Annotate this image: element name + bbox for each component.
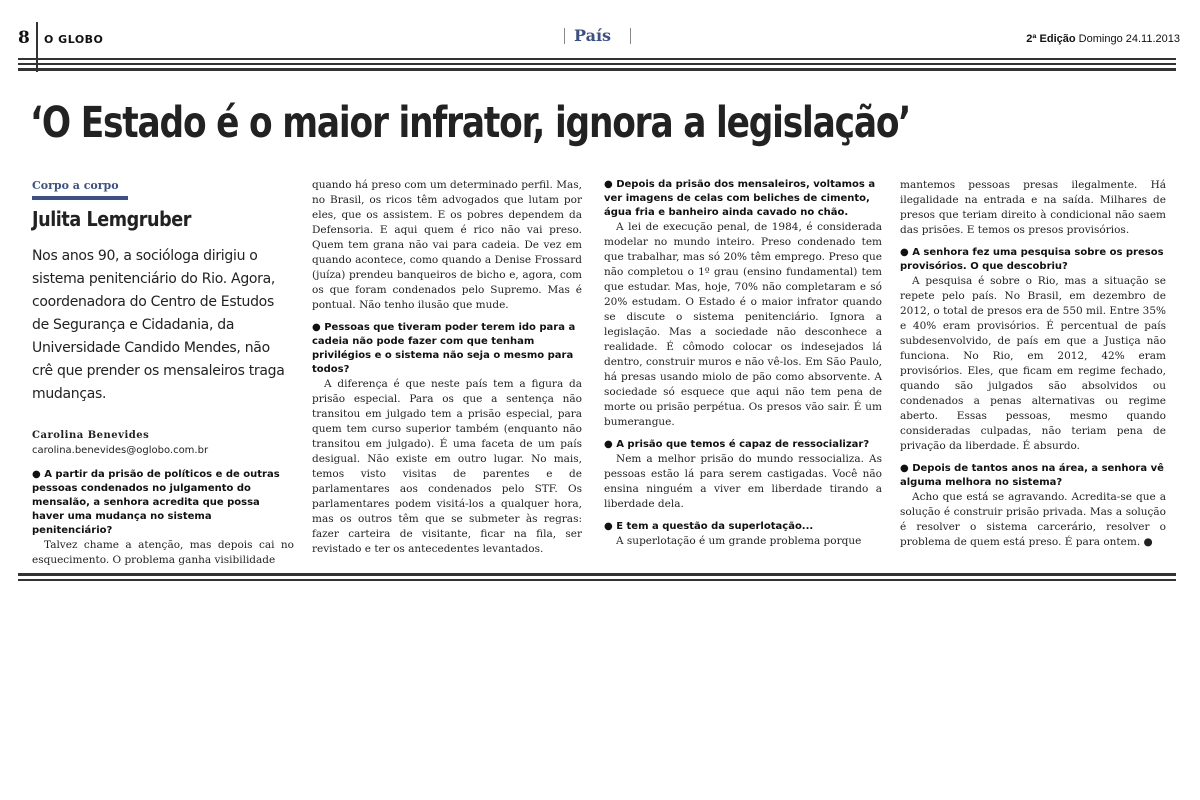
- header-rule-3: [18, 68, 1176, 71]
- question-6: ● A senhora fez uma pesquisa sobre os presos provisórios. O que descobriu?: [900, 247, 1164, 272]
- question-4: ● A prisão que temos é capaz de ressocializar?: [604, 439, 870, 450]
- answer-5: A superlotação é um grande problema porque: [616, 535, 862, 547]
- column-2: [312, 178, 582, 557]
- answer-4: Nem a melhor prisão do mundo ressocializa. As pessoas estão lá para serem castigadas. Você não ensina ninguém a viver em liberdade tirando a liberdade dela.: [604, 453, 882, 510]
- answer-6: A pesquisa é sobre o Rio, mas a situação se repete pelo país. No Brasil, em dezembro de 2012, o total de presos era de 550 mil. Entre 35% e 40% eram provisórios. É percentual de país subdesenvolvido, de país em que a Justiça não funciona. No Rio, em 2012, 42% eram provisórios. Eles, que ficam em regime fechado, quando são julgados são absolvidos ou condenados a penas alternativas ou regime aberto. Essas pessoas, mesmo quando consideradas culpadas, não teriam pena de privação da liberdade. É absurdo.: [900, 275, 1166, 452]
- answer-2: A diferença é que neste país tem a figura da prisão especial. Para os que a sentença não transitou em julgado tem a prisão especial, para quem tem curso superior também (enquanto não transitou em julgado). É uma faceta de um país desigual. Não existe em outro lugar. No mais, temos visto visitas de parentes e de parlamentares aos condenados pelo STF. Os parlamentares podem visitá-los a qualquer hora, mas os outros têm que se submeter às regras: fazer carteira de visitante, ficar na fila, ser revistado e ter os antecedentes levantados.: [312, 378, 582, 555]
- answer-1: Talvez chame a atenção, mas depois cai no esquecimento. O problema ganha visibilidade: [32, 539, 294, 566]
- page-number: 8: [18, 28, 30, 48]
- edition-info: [1026, 33, 1180, 45]
- column-4: [900, 178, 1166, 550]
- page-header: [14, 22, 1180, 52]
- answer-7: Acho que está se agravando. Acredita-se que a solução é construir prisão privada. Mas a solução é resolver o sistema carcerário, resolver o problema de quem está preso. É para ontem. ●: [900, 491, 1166, 548]
- question-3: ● Depois da prisão dos mensaleiros, voltamos a ver imagens de celas com beliches de cimento, água fria e banheiro ainda cavado no chão.: [604, 179, 876, 218]
- author-name: Carolina Benevides: [32, 430, 150, 441]
- header-rule-1: [18, 58, 1176, 60]
- section-tag: Corpo a corpo: [32, 179, 119, 192]
- newspaper-name: O GLOBO: [44, 33, 104, 46]
- intro-text: Nos anos 90, a socióloga dirigiu o sistema penitenciário do Rio. Agora, coordenadora do Centro de Estudos de Segurança e Cidadania, da Universidade Candido Mendes, não crê que prender os mensaleiros traga mudanças.: [32, 248, 285, 402]
- author-email: carolina.benevides@oglobo.com.br: [32, 445, 209, 456]
- question-5: ● E tem a questão da superlotação...: [604, 521, 814, 532]
- answer-1-continued: quando há preso com um determinado perfil. Mas, no Brasil, os ricos têm advogados que lutam por eles, que os assistem. E os pobres dependem da Defensoria. E aqui quem é rico não vai preso. Quem tem grana não vai para cadeia. De vez em quando acontece, como quando a Denise Frossard (juíza) prendeu banqueiros de bicho e, agora, com os que foram condenados pelo Supremo. Mas é pontual. Não tenho ilusão que mude.: [312, 179, 582, 311]
- interviewee-name: Julita Lemgruber: [32, 207, 192, 231]
- column-3: [604, 178, 882, 549]
- answer-5-continued: mantemos pessoas presas ilegalmente. Há ilegalidade na entrada e na saída. Milhares de presos que teriam direito à condicional não saem das prisões. E temos os presos provisórios.: [900, 179, 1166, 236]
- tag-underline: [32, 196, 128, 200]
- section-divider-right: [630, 28, 631, 44]
- header-rule-2: [18, 63, 1176, 65]
- question-7: ● Depois de tantos anos na área, a senhora vê alguma melhora no sistema?: [900, 463, 1164, 488]
- footer-rule-1: [18, 573, 1176, 576]
- headline: ‘O Estado é o maior infrator, ignora a legislação’: [30, 98, 911, 148]
- question-2: ● Pessoas que tiveram poder terem ido para a cadeia não pode fazer com que tenham privilégios e o sistema não seja o mesmo para todos?: [312, 322, 576, 375]
- question-1: ● A partir da prisão de políticos e de outras pessoas condenados no julgamento do mensalão, a senhora acredita que possa haver uma mudança no sistema penitenciário?: [32, 469, 280, 536]
- section-divider-left: [564, 28, 565, 44]
- footer-rule-2: [18, 579, 1176, 581]
- answer-3: A lei de execução penal, de 1984, é considerada modelar no mundo inteiro. Preso condenado tem que trabalhar, mas só 20% têm emprego. Preso que não completou o 1º grau (ensino fundamental) tem que estudar. Mas, hoje, 70% não completaram e só 20% estudam. O Estado é o maior infrator quando se discute o sistema penitenciário. Ignora a legislação. Mas a sociedade não desconhece a realidade. É cômodo colocar os indesejados lá dentro, construir muros e não vê-los. Em São Paulo, há presas usando miolo de pão como absorvente. A sociedade só esquece que aqui não tem pena de morte ou prisão perpétua. Os presos vão sair. É um bumerangue.: [604, 221, 882, 428]
- section-title: País: [574, 26, 612, 45]
- column-1: [32, 178, 294, 568]
- edition-date: Domingo 24.11.2013: [1078, 33, 1180, 45]
- edition-label: 2ª Edição: [1026, 33, 1076, 45]
